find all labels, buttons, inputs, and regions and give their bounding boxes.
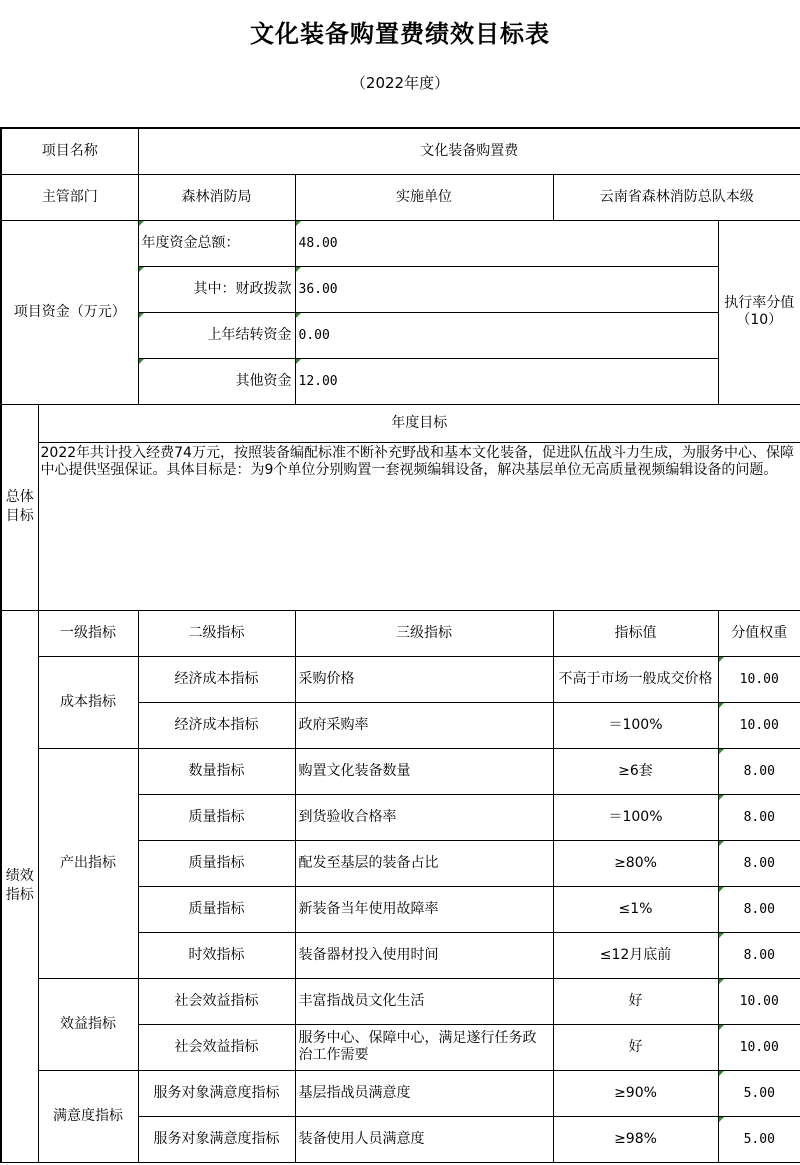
funds-fiscal-value: 36.00 — [295, 266, 718, 312]
indicator-row — [1, 978, 800, 1024]
department-value: 森林消防局 — [138, 174, 295, 220]
indicator-value: ＝100% — [553, 794, 718, 840]
project-name-value: 文化装备购置费 — [138, 128, 800, 174]
funds-label: 项目资金（万元） — [1, 220, 138, 404]
funds-row-total — [1, 220, 800, 266]
indicator-weight: 5.00 — [718, 1116, 800, 1162]
goal-text: 2022年共计投入经费74万元，按照装备编配标准不断补充野战和基本文化装备，促进队伍战斗力生成，为服务中心、保障中心提供坚强保证。具体目标是：为9个单位分别购置一套视频编辑设备，解决基层单位无高质量视频编辑设备的问题。 — [38, 442, 800, 610]
level3-indicator: 丰富指战员文化生活 — [295, 978, 553, 1024]
level1-indicator: 效益指标 — [38, 978, 138, 1070]
indicator-header-5: 分值权重 — [718, 610, 800, 656]
funds-fiscal-label: 其中：财政拨款 — [138, 266, 295, 312]
impl-unit-label: 实施单位 — [295, 174, 553, 220]
indicator-value: ≥98% — [553, 1116, 718, 1162]
indicator-header-2: 二级指标 — [138, 610, 295, 656]
level2-indicator: 社会效益指标 — [138, 978, 295, 1024]
impl-unit-value: 云南省森林消防总队本级 — [553, 174, 800, 220]
indicator-weight: 8.00 — [718, 932, 800, 978]
level2-indicator: 质量指标 — [138, 794, 295, 840]
project-name-label: 项目名称 — [1, 128, 138, 174]
level2-indicator: 数量指标 — [138, 748, 295, 794]
level2-indicator: 服务对象满意度指标 — [138, 1070, 295, 1116]
indicator-side-label: 绩效指标 — [1, 610, 38, 1162]
level3-indicator: 装备器材投入使用时间 — [295, 932, 553, 978]
indicator-value: ＝100% — [553, 702, 718, 748]
level1-indicator: 满意度指标 — [38, 1070, 138, 1162]
level3-indicator: 政府采购率 — [295, 702, 553, 748]
level1-indicator: 产出指标 — [38, 748, 138, 978]
exec-rate-score: 执行率分值（10） — [718, 220, 800, 404]
funds-total-label: 年度资金总额： — [138, 220, 295, 266]
page-title: 文化装备购置费绩效目标表 — [250, 20, 550, 48]
indicator-value: 不高于市场一般成交价格 — [553, 656, 718, 702]
indicator-header-3: 三级指标 — [295, 610, 553, 656]
indicator-weight: 10.00 — [718, 1024, 800, 1070]
goal-header-row — [1, 404, 800, 442]
level2-indicator: 时效指标 — [138, 932, 295, 978]
goal-side-label: 总体目标 — [1, 404, 38, 610]
indicator-weight: 10.00 — [718, 978, 800, 1024]
funds-other-label: 其他资金 — [138, 358, 295, 404]
goal-text-row — [1, 442, 800, 610]
level2-indicator: 质量指标 — [138, 886, 295, 932]
level2-indicator: 社会效益指标 — [138, 1024, 295, 1070]
funds-carryover-label: 上年结转资金 — [138, 312, 295, 358]
level3-indicator: 采购价格 — [295, 656, 553, 702]
performance-table — [0, 127, 800, 1163]
indicator-row — [1, 1070, 800, 1116]
indicator-weight: 10.00 — [718, 656, 800, 702]
indicator-value: 好 — [553, 1024, 718, 1070]
indicator-weight: 8.00 — [718, 886, 800, 932]
level3-indicator: 配发至基层的装备占比 — [295, 840, 553, 886]
indicator-header-1: 一级指标 — [38, 610, 138, 656]
level3-indicator: 新装备当年使用故障率 — [295, 886, 553, 932]
funds-other-value: 12.00 — [295, 358, 718, 404]
funds-total-value: 48.00 — [295, 220, 718, 266]
goal-header: 年度目标 — [38, 404, 800, 442]
indicator-value: ≤1% — [553, 886, 718, 932]
indicator-header-4: 指标值 — [553, 610, 718, 656]
level2-indicator: 质量指标 — [138, 840, 295, 886]
level3-indicator: 服务中心、保障中心，满足遂行任务政治工作需要 — [295, 1024, 553, 1070]
level3-indicator: 基层指战员满意度 — [295, 1070, 553, 1116]
level1-indicator: 成本指标 — [38, 656, 138, 748]
department-label: 主管部门 — [1, 174, 138, 220]
indicator-weight: 8.00 — [718, 840, 800, 886]
indicator-value: ≥80% — [553, 840, 718, 886]
indicator-value: ≤12月底前 — [553, 932, 718, 978]
funds-carryover-value: 0.00 — [295, 312, 718, 358]
indicator-header-row — [1, 610, 800, 656]
indicator-weight: 10.00 — [718, 702, 800, 748]
indicator-row — [1, 748, 800, 794]
indicator-value: ≥6套 — [553, 748, 718, 794]
level2-indicator: 服务对象满意度指标 — [138, 1116, 295, 1162]
indicator-weight: 5.00 — [718, 1070, 800, 1116]
indicator-weight: 8.00 — [718, 794, 800, 840]
indicator-row — [1, 656, 800, 702]
level3-indicator: 到货验收合格率 — [295, 794, 553, 840]
indicator-value: 好 — [553, 978, 718, 1024]
level2-indicator: 经济成本指标 — [138, 656, 295, 702]
indicator-weight: 8.00 — [718, 748, 800, 794]
project-name-row — [1, 128, 800, 174]
department-row — [1, 174, 800, 220]
level2-indicator: 经济成本指标 — [138, 702, 295, 748]
indicator-value: ≥90% — [553, 1070, 718, 1116]
level3-indicator: 购置文化装备数量 — [295, 748, 553, 794]
page-subtitle: （2022年度） — [350, 74, 450, 92]
level3-indicator: 装备使用人员满意度 — [295, 1116, 553, 1162]
